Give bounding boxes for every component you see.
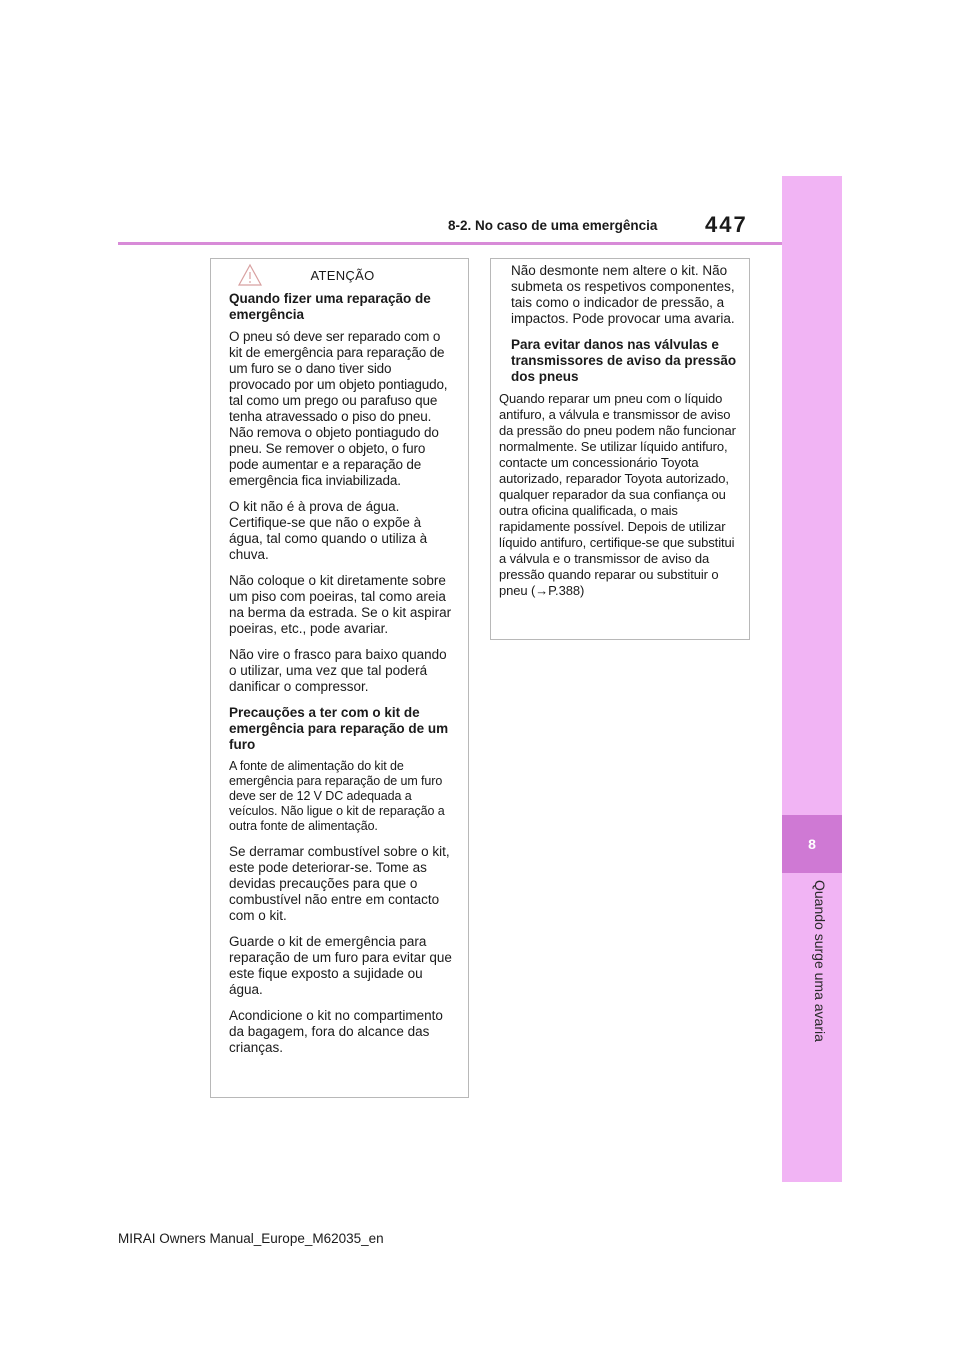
section-heading-valve-damage: Para evitar danos nas válvulas e transmissores de aviso da pressão dos pneus <box>511 337 737 384</box>
paragraph: Não vire o frasco para baixo quando o utilizar, uma vez que tal poderá danificar o compressor. <box>229 647 447 694</box>
warning-triangle-icon <box>237 263 263 287</box>
paragraph: A fonte de alimentação do kit de emergência para reparação de um furo deve ser de 12 V DC adequada a veículos. Não ligue o kit de reparação a outra fonte de alimentação. <box>229 759 445 833</box>
header-divider <box>118 242 782 245</box>
chapter-side-label: Quando surge uma avaria <box>812 880 828 1042</box>
paragraph: Quando reparar um pneu com o líquido antifuro, a válvula e transmissor de aviso da pressão do pneu podem não funcionar normalmente. Se utilizar líquido antifuro, contacte um concessionário Toyota autorizado, reparador Toyota autorizado, qualquer reparador da sua confiança ou outra oficina qualificada, o mais rapidamente possível. Depois de utilizar líquido antifuro, certifique-se que substitui a válvula e o transmissor de aviso da pressão quando reparar ou substituir o pneu (→P.388) <box>499 391 736 598</box>
paragraph: Não coloque o kit diretamente sobre um piso com poeiras, tal como areia na berma da estrada. Se o kit aspirar poeiras, etc., pode avariar. <box>229 573 452 636</box>
warning-box-left <box>210 258 469 1098</box>
page-number: 447 <box>705 212 748 237</box>
paragraph: Não desmonte nem altere o kit. Não submeta os respetivos componentes, tais como o indicador de pressão, a impactos. Pode provocar uma avaria. <box>511 263 735 326</box>
paragraph: Acondicione o kit no compartimento da bagagem, fora do alcance das crianças. <box>229 1008 443 1055</box>
paragraph: O pneu só deve ser reparado com o kit de emergência para reparação de um furo se o dano tiver sido provocado por um objeto pontiagudo, tal como um prego ou parafuso que tenha atravessado o piso do pneu. Não remova o objeto pontiagudo do pneu. Se remover o objeto, o furo pode aumentar e a reparação de emergência fica inviabilizada. <box>229 329 448 488</box>
chapter-number-box: 8 <box>782 815 842 873</box>
warning-box-right <box>490 258 750 640</box>
section-heading-kit-precautions: Precauções a ter com o kit de emergência para reparação de um furo <box>229 705 449 752</box>
warning-header <box>229 259 456 291</box>
footer-document-id: MIRAI Owners Manual_Europe_M62035_en <box>118 1231 384 1246</box>
paragraph: O kit não é à prova de água. Certifique-se que não o expõe à água, tal como quando o utiliza à chuva. <box>229 499 428 562</box>
section-title: 8-2. No caso de uma emergência <box>448 218 658 233</box>
warning-title: ATENÇÃO <box>310 267 375 283</box>
paragraph: Se derramar combustível sobre o kit, este pode deteriorar-se. Tome as devidas precauções para que o combustível não entre em contacto com o kit. <box>229 844 450 923</box>
paragraph: Guarde o kit de emergência para reparação de um furo para evitar que este fique exposto a sujidade ou água. <box>229 934 452 997</box>
section-heading-emergency-repair: Quando fizer uma reparação de emergência <box>229 291 431 322</box>
